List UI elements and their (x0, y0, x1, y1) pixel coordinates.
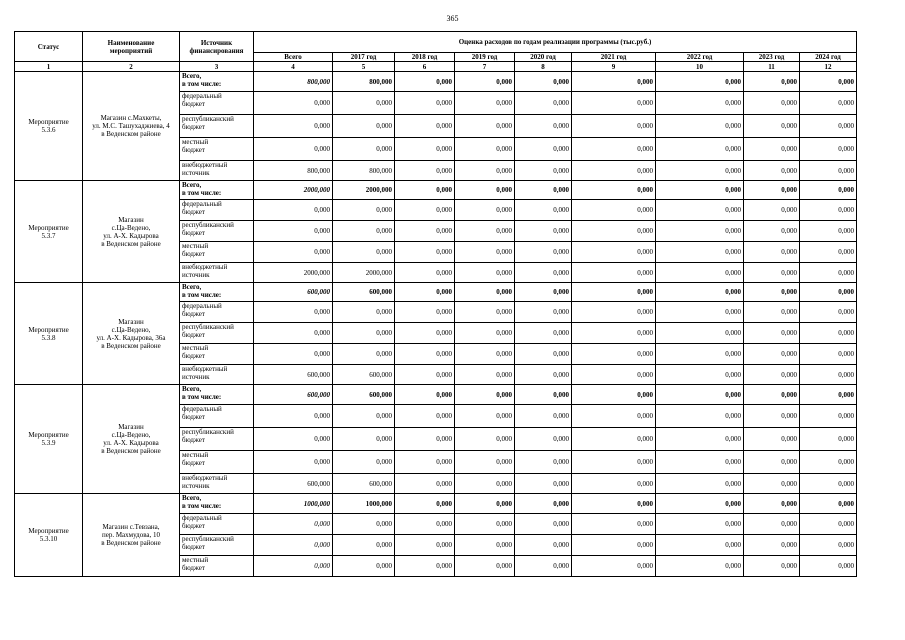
amount-cell: 0,000 (254, 405, 333, 428)
amount-cell: 0,000 (515, 474, 572, 494)
amount-cell: 2000,000 (254, 263, 333, 283)
amount-cell: 0,000 (800, 428, 857, 451)
header-source: Источник финансирования (180, 32, 254, 62)
amount-cell: 0,000 (254, 451, 333, 474)
amount-cell: 0,000 (656, 344, 744, 365)
column-number-12: 12 (800, 62, 857, 72)
amount-cell: 0,000 (515, 535, 572, 556)
amount-cell: 0,000 (333, 535, 395, 556)
funding-source-republic: республиканский бюджет (180, 428, 254, 451)
amount-cell: 0,000 (254, 323, 333, 344)
funding-source-federal: федеральный бюджет (180, 92, 254, 115)
amount-cell: 0,000 (656, 323, 744, 344)
amount-cell: 0,000 (744, 200, 800, 221)
amount-cell: 0,000 (455, 556, 515, 577)
amount-cell: 0,000 (744, 92, 800, 115)
amount-cell: 0,000 (744, 494, 800, 514)
amount-cell: 0,000 (800, 242, 857, 263)
amount-cell: 0,000 (572, 451, 656, 474)
funding-source-local: местный бюджет (180, 556, 254, 577)
event-status: Мероприятие 5.3.9 (15, 385, 83, 494)
amount-cell: 0,000 (656, 242, 744, 263)
amount-cell: 0,000 (395, 161, 455, 181)
amount-cell: 0,000 (744, 323, 800, 344)
amount-cell: 0,000 (800, 556, 857, 577)
amount-cell: 0,000 (572, 115, 656, 138)
amount-cell: 0,000 (333, 451, 395, 474)
amount-cell: 0,000 (254, 302, 333, 323)
amount-cell: 0,000 (572, 428, 656, 451)
funding-source-total: Всего, в том числе: (180, 283, 254, 302)
amount-cell: 0,000 (572, 365, 656, 385)
amount-cell: 0,000 (800, 221, 857, 242)
amount-cell: 0,000 (395, 556, 455, 577)
amount-cell: 0,000 (800, 365, 857, 385)
header-status: Статус (15, 32, 83, 62)
amount-cell: 800,000 (254, 72, 333, 92)
amount-cell: 0,000 (572, 323, 656, 344)
amount-cell: 0,000 (395, 242, 455, 263)
column-number-7: 7 (455, 62, 515, 72)
amount-cell: 0,000 (395, 283, 455, 302)
amount-cell: 0,000 (515, 181, 572, 200)
amount-cell: 0,000 (395, 344, 455, 365)
event-status: Мероприятие 5.3.6 (15, 72, 83, 181)
amount-cell: 0,000 (800, 323, 857, 344)
amount-cell: 0,000 (333, 344, 395, 365)
column-number-6: 6 (395, 62, 455, 72)
funding-source-republic: республиканский бюджет (180, 535, 254, 556)
funding-source-federal: федеральный бюджет (180, 405, 254, 428)
funding-source-federal: федеральный бюджет (180, 200, 254, 221)
amount-cell: 0,000 (656, 451, 744, 474)
funding-source-republic: республиканский бюджет (180, 323, 254, 344)
amount-cell: 0,000 (744, 161, 800, 181)
header-year-4: 2020 год (515, 53, 572, 62)
header-year-8: 2024 год (800, 53, 857, 62)
amount-cell: 0,000 (656, 556, 744, 577)
amount-cell: 0,000 (254, 535, 333, 556)
header-year-7: 2023 год (744, 53, 800, 62)
amount-cell: 0,000 (744, 535, 800, 556)
amount-cell: 600,000 (333, 474, 395, 494)
amount-cell: 0,000 (395, 494, 455, 514)
amount-cell: 0,000 (800, 161, 857, 181)
amount-cell: 0,000 (254, 428, 333, 451)
funding-source-extra: внебюджетный источник (180, 263, 254, 283)
amount-cell: 0,000 (744, 242, 800, 263)
event-name: Магазин с.Ца-Ведено, ул. А-Х. Кадырова, 36а в Веденском районе (83, 283, 180, 385)
amount-cell: 0,000 (455, 72, 515, 92)
column-number-1: 1 (15, 62, 83, 72)
amount-cell: 0,000 (656, 263, 744, 283)
amount-cell: 0,000 (395, 451, 455, 474)
amount-cell: 1000,000 (333, 494, 395, 514)
amount-cell: 0,000 (254, 514, 333, 535)
amount-cell: 0,000 (254, 556, 333, 577)
amount-cell: 0,000 (572, 535, 656, 556)
amount-cell: 0,000 (656, 494, 744, 514)
amount-cell: 0,000 (572, 494, 656, 514)
amount-cell: 0,000 (656, 385, 744, 405)
amount-cell: 0,000 (656, 181, 744, 200)
funding-source-total: Всего, в том числе: (180, 385, 254, 405)
amount-cell: 0,000 (395, 72, 455, 92)
amount-cell: 0,000 (333, 115, 395, 138)
amount-cell: 0,000 (572, 92, 656, 115)
amount-cell: 800,000 (254, 161, 333, 181)
amount-cell: 0,000 (254, 115, 333, 138)
column-number-3: 3 (180, 62, 254, 72)
amount-cell: 0,000 (515, 405, 572, 428)
amount-cell: 0,000 (515, 138, 572, 161)
header-year-1: 2017 год (333, 53, 395, 62)
amount-cell: 0,000 (744, 514, 800, 535)
amount-cell: 0,000 (800, 494, 857, 514)
amount-cell: 0,000 (254, 138, 333, 161)
event-status: Мероприятие 5.3.7 (15, 181, 83, 283)
amount-cell: 0,000 (656, 161, 744, 181)
amount-cell: 0,000 (656, 115, 744, 138)
amount-cell: 600,000 (333, 385, 395, 405)
amount-cell: 0,000 (333, 514, 395, 535)
event-status: Мероприятие 5.3.8 (15, 283, 83, 385)
amount-cell: 0,000 (515, 283, 572, 302)
amount-cell: 0,000 (395, 263, 455, 283)
amount-cell: 0,000 (455, 161, 515, 181)
table-body (15, 62, 857, 577)
amount-cell: 0,000 (455, 535, 515, 556)
amount-cell: 0,000 (800, 181, 857, 200)
amount-cell: 0,000 (572, 302, 656, 323)
amount-cell: 0,000 (395, 92, 455, 115)
amount-cell: 0,000 (333, 405, 395, 428)
amount-cell: 0,000 (515, 200, 572, 221)
amount-cell: 0,000 (656, 138, 744, 161)
amount-cell: 0,000 (656, 92, 744, 115)
amount-cell: 0,000 (455, 221, 515, 242)
amount-cell: 0,000 (572, 344, 656, 365)
amount-cell: 0,000 (800, 514, 857, 535)
amount-cell: 0,000 (395, 323, 455, 344)
event-name: Магазин с.Тевзана, пер. Махмудова, 10 в Веденском районе (83, 494, 180, 577)
column-number-9: 9 (572, 62, 656, 72)
amount-cell: 0,000 (455, 344, 515, 365)
amount-cell: 0,000 (455, 302, 515, 323)
amount-cell: 0,000 (515, 365, 572, 385)
amount-cell: 0,000 (572, 556, 656, 577)
funding-source-total: Всего, в том числе: (180, 181, 254, 200)
amount-cell: 0,000 (455, 323, 515, 344)
amount-cell: 0,000 (800, 283, 857, 302)
amount-cell: 600,000 (254, 385, 333, 405)
amount-cell: 0,000 (455, 283, 515, 302)
funding-source-total: Всего, в том числе: (180, 72, 254, 92)
amount-cell: 0,000 (656, 428, 744, 451)
amount-cell: 0,000 (395, 535, 455, 556)
funding-source-local: местный бюджет (180, 451, 254, 474)
amount-cell: 0,000 (572, 161, 656, 181)
amount-cell: 0,000 (515, 263, 572, 283)
amount-cell: 0,000 (333, 221, 395, 242)
amount-cell: 0,000 (395, 428, 455, 451)
header-year-0: Всего (254, 53, 333, 62)
header-year-2: 2018 год (395, 53, 455, 62)
amount-cell: 0,000 (800, 451, 857, 474)
amount-cell: 0,000 (572, 263, 656, 283)
amount-cell: 0,000 (656, 365, 744, 385)
amount-cell: 0,000 (515, 514, 572, 535)
amount-cell: 0,000 (254, 221, 333, 242)
amount-cell: 0,000 (656, 283, 744, 302)
amount-cell: 0,000 (395, 405, 455, 428)
amount-cell: 0,000 (515, 221, 572, 242)
amount-cell: 0,000 (744, 181, 800, 200)
table-row (15, 181, 857, 200)
header-name: Наименование мероприятий (83, 32, 180, 62)
funding-source-extra: внебюджетный источник (180, 161, 254, 181)
amount-cell: 0,000 (656, 514, 744, 535)
amount-cell: 0,000 (800, 405, 857, 428)
amount-cell: 0,000 (572, 72, 656, 92)
amount-cell: 0,000 (744, 385, 800, 405)
funding-source-extra: внебюджетный источник (180, 365, 254, 385)
amount-cell: 0,000 (656, 474, 744, 494)
amount-cell: 0,000 (395, 138, 455, 161)
amount-cell: 0,000 (744, 556, 800, 577)
amount-cell: 0,000 (800, 474, 857, 494)
amount-cell: 0,000 (395, 365, 455, 385)
funding-source-local: местный бюджет (180, 242, 254, 263)
amount-cell: 0,000 (800, 263, 857, 283)
amount-cell: 0,000 (395, 115, 455, 138)
amount-cell: 0,000 (800, 385, 857, 405)
amount-cell: 0,000 (572, 474, 656, 494)
amount-cell: 0,000 (333, 302, 395, 323)
header-year-3: 2019 год (455, 53, 515, 62)
amount-cell: 0,000 (744, 283, 800, 302)
amount-cell: 0,000 (333, 92, 395, 115)
amount-cell: 600,000 (333, 283, 395, 302)
amount-cell: 0,000 (455, 494, 515, 514)
amount-cell: 0,000 (515, 242, 572, 263)
amount-cell: 0,000 (515, 92, 572, 115)
amount-cell: 0,000 (656, 405, 744, 428)
amount-cell: 0,000 (572, 181, 656, 200)
budget-table (14, 31, 857, 577)
amount-cell: 0,000 (656, 72, 744, 92)
amount-cell: 2000,000 (333, 263, 395, 283)
amount-cell: 0,000 (395, 514, 455, 535)
amount-cell: 600,000 (254, 474, 333, 494)
column-number-8: 8 (515, 62, 572, 72)
amount-cell: 0,000 (455, 451, 515, 474)
amount-cell: 0,000 (333, 200, 395, 221)
funding-source-republic: республиканский бюджет (180, 115, 254, 138)
column-number-2: 2 (83, 62, 180, 72)
table-row (15, 72, 857, 92)
amount-cell: 0,000 (572, 138, 656, 161)
amount-cell: 0,000 (254, 92, 333, 115)
amount-cell: 0,000 (800, 200, 857, 221)
header-estimate: Оценка расходов по годам реализации программы (тыс.руб.) (254, 32, 857, 53)
amount-cell: 0,000 (395, 474, 455, 494)
amount-cell: 0,000 (572, 200, 656, 221)
amount-cell: 0,000 (254, 242, 333, 263)
amount-cell: 0,000 (455, 138, 515, 161)
amount-cell: 0,000 (656, 535, 744, 556)
amount-cell: 0,000 (455, 405, 515, 428)
table-row (15, 385, 857, 405)
event-name: Магазин с.Ца-Ведено, ул. А-Х. Кадырова в Веденском районе (83, 181, 180, 283)
amount-cell: 0,000 (455, 385, 515, 405)
amount-cell: 0,000 (254, 200, 333, 221)
amount-cell: 0,000 (333, 242, 395, 263)
amount-cell: 0,000 (800, 72, 857, 92)
amount-cell: 0,000 (395, 181, 455, 200)
amount-cell: 0,000 (656, 221, 744, 242)
amount-cell: 0,000 (800, 344, 857, 365)
amount-cell: 0,000 (572, 221, 656, 242)
amount-cell: 0,000 (744, 474, 800, 494)
amount-cell: 0,000 (455, 92, 515, 115)
amount-cell: 0,000 (455, 263, 515, 283)
amount-cell: 0,000 (744, 365, 800, 385)
amount-cell: 0,000 (744, 115, 800, 138)
amount-cell: 800,000 (333, 72, 395, 92)
amount-cell: 0,000 (395, 385, 455, 405)
column-numbers-row (15, 62, 857, 72)
amount-cell: 0,000 (455, 200, 515, 221)
amount-cell: 0,000 (395, 200, 455, 221)
amount-cell: 0,000 (333, 323, 395, 344)
amount-cell: 0,000 (455, 181, 515, 200)
amount-cell: 0,000 (395, 302, 455, 323)
table-row (15, 494, 857, 514)
header-year-5: 2021 год (572, 53, 656, 62)
amount-cell: 2000,000 (333, 181, 395, 200)
funding-source-extra: внебюджетный источник (180, 474, 254, 494)
funding-source-local: местный бюджет (180, 138, 254, 161)
amount-cell: 600,000 (254, 365, 333, 385)
amount-cell: 0,000 (744, 302, 800, 323)
amount-cell: 1000,000 (254, 494, 333, 514)
amount-cell: 0,000 (744, 405, 800, 428)
amount-cell: 0,000 (744, 138, 800, 161)
amount-cell: 0,000 (515, 385, 572, 405)
column-number-10: 10 (656, 62, 744, 72)
funding-source-republic: республиканский бюджет (180, 221, 254, 242)
amount-cell: 0,000 (572, 405, 656, 428)
event-name: Магазин с.Махкеты, ул. М.С. Ташухаджиева, 4 в Веденском районе (83, 72, 180, 181)
amount-cell: 0,000 (455, 115, 515, 138)
amount-cell: 0,000 (515, 161, 572, 181)
amount-cell: 0,000 (800, 302, 857, 323)
amount-cell: 0,000 (744, 344, 800, 365)
column-number-4: 4 (254, 62, 333, 72)
amount-cell: 0,000 (515, 428, 572, 451)
table-row (15, 283, 857, 302)
amount-cell: 0,000 (800, 535, 857, 556)
amount-cell: 800,000 (333, 161, 395, 181)
amount-cell: 0,000 (333, 428, 395, 451)
event-name: Магазин с.Ца-Ведено, ул. А-Х. Кадырова в Веденском районе (83, 385, 180, 494)
table-header (15, 32, 857, 62)
amount-cell: 0,000 (455, 514, 515, 535)
amount-cell: 0,000 (800, 115, 857, 138)
amount-cell: 0,000 (744, 221, 800, 242)
column-number-5: 5 (333, 62, 395, 72)
amount-cell: 0,000 (254, 344, 333, 365)
column-number-11: 11 (744, 62, 800, 72)
amount-cell: 0,000 (515, 451, 572, 474)
amount-cell: 0,000 (656, 302, 744, 323)
amount-cell: 0,000 (515, 302, 572, 323)
amount-cell: 0,000 (515, 323, 572, 344)
amount-cell: 0,000 (455, 242, 515, 263)
amount-cell: 0,000 (572, 385, 656, 405)
amount-cell: 0,000 (515, 494, 572, 514)
amount-cell: 0,000 (744, 263, 800, 283)
event-status: Мероприятие 5.3.10 (15, 494, 83, 577)
amount-cell: 0,000 (455, 474, 515, 494)
header-year-6: 2022 год (656, 53, 744, 62)
amount-cell: 600,000 (333, 365, 395, 385)
amount-cell: 0,000 (744, 72, 800, 92)
amount-cell: 0,000 (744, 428, 800, 451)
amount-cell: 0,000 (800, 138, 857, 161)
amount-cell: 0,000 (515, 344, 572, 365)
amount-cell: 0,000 (455, 365, 515, 385)
page-number: 365 (446, 14, 459, 23)
amount-cell: 0,000 (656, 200, 744, 221)
amount-cell: 0,000 (572, 283, 656, 302)
funding-source-local: местный бюджет (180, 344, 254, 365)
amount-cell: 600,000 (254, 283, 333, 302)
amount-cell: 0,000 (572, 514, 656, 535)
funding-source-federal: федеральный бюджет (180, 302, 254, 323)
funding-source-federal: федеральный бюджет (180, 514, 254, 535)
amount-cell: 0,000 (395, 221, 455, 242)
amount-cell: 0,000 (515, 556, 572, 577)
funding-source-total: Всего, в том числе: (180, 494, 254, 514)
amount-cell: 0,000 (572, 242, 656, 263)
amount-cell: 0,000 (515, 72, 572, 92)
amount-cell: 0,000 (333, 556, 395, 577)
amount-cell: 0,000 (333, 138, 395, 161)
amount-cell: 0,000 (800, 92, 857, 115)
amount-cell: 0,000 (455, 428, 515, 451)
amount-cell: 0,000 (515, 115, 572, 138)
amount-cell: 0,000 (744, 451, 800, 474)
amount-cell: 2000,000 (254, 181, 333, 200)
